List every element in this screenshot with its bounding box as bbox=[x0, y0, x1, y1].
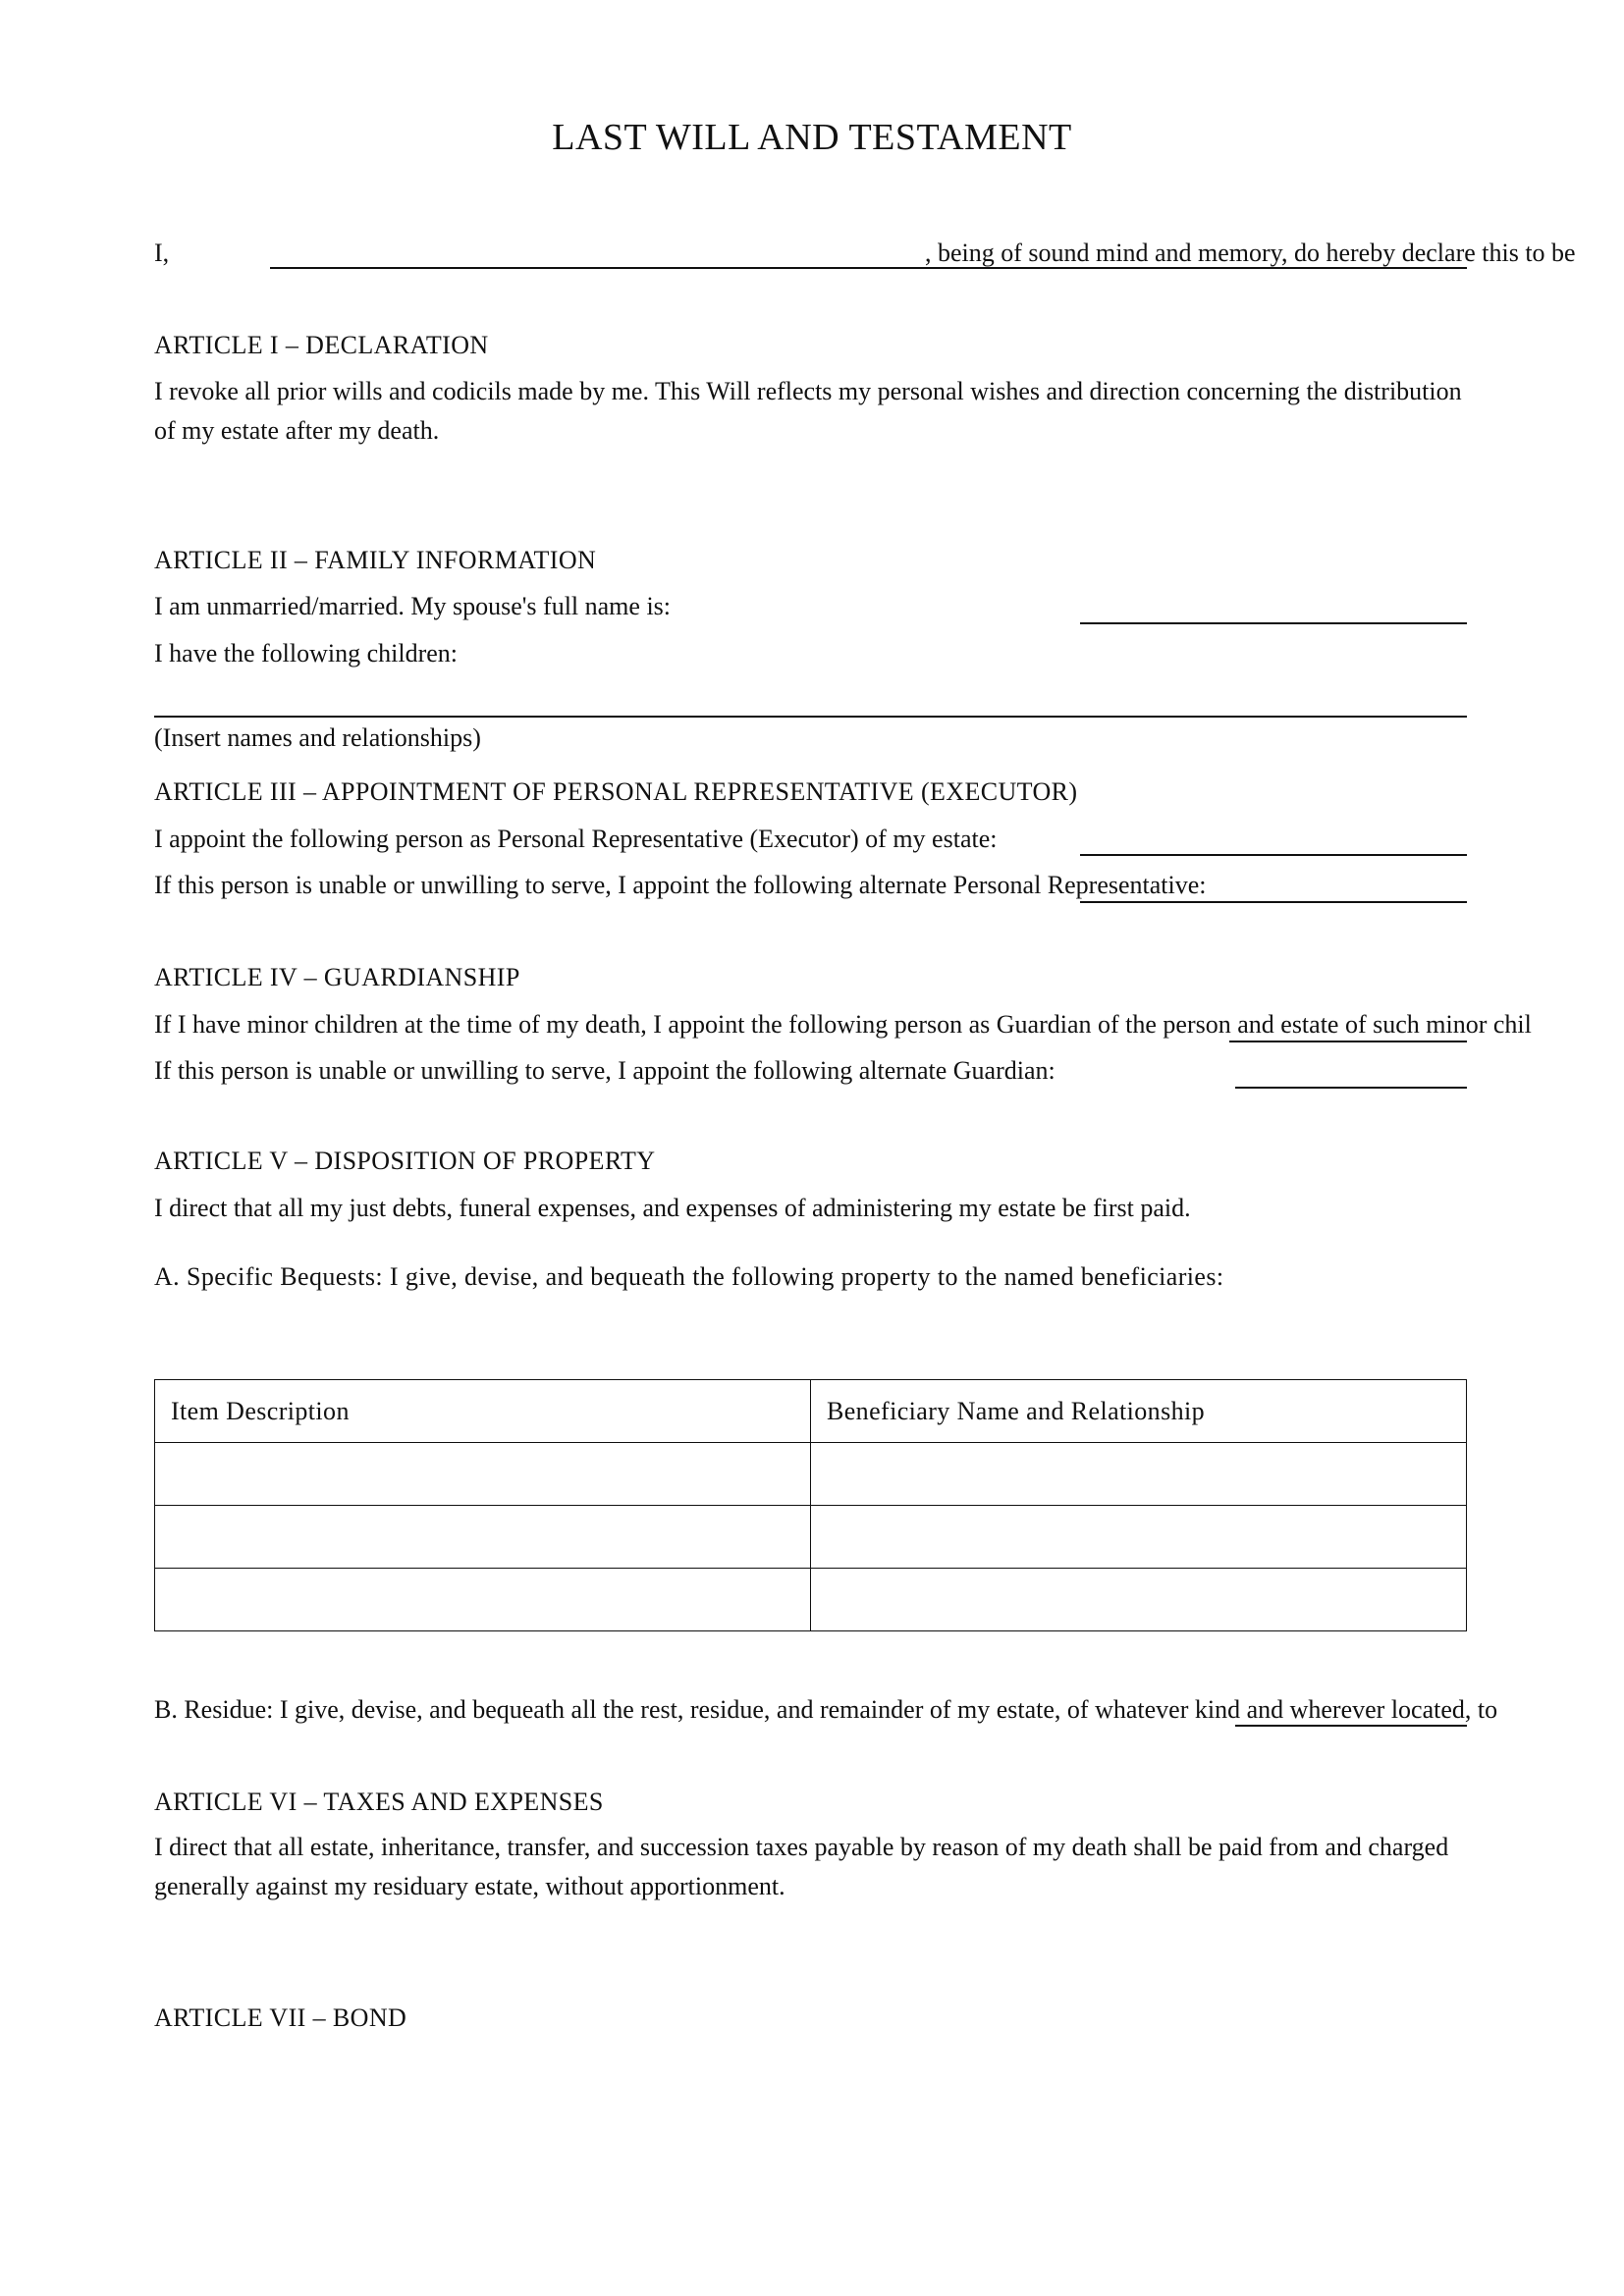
item-description-cell[interactable] bbox=[155, 1569, 811, 1631]
alternate-guardian-field[interactable] bbox=[1235, 1087, 1467, 1089]
executor-name-field[interactable] bbox=[1080, 854, 1467, 856]
beneficiary-cell[interactable] bbox=[811, 1443, 1467, 1506]
residue-beneficiary-field[interactable] bbox=[1235, 1725, 1467, 1727]
beneficiary-cell[interactable] bbox=[811, 1506, 1467, 1569]
column-header-beneficiary: Beneficiary Name and Relationship bbox=[811, 1380, 1467, 1443]
executor-label: I appoint the following person as Personal Representative (Executor) of my estate: bbox=[154, 825, 998, 853]
item-description-cell[interactable] bbox=[155, 1506, 811, 1569]
article-6-heading: ARTICLE VI – TAXES AND EXPENSES bbox=[154, 1788, 604, 1816]
alternate-executor-label: If this person is unable or unwilling to serve, I appoint the following alternate Personal Representative: bbox=[154, 871, 1207, 899]
bequests-table bbox=[154, 1379, 1467, 1631]
specific-bequests-label: A. Specific Bequests: I give, devise, and bequeath the following property to the named beneficiaries: bbox=[154, 1262, 1224, 1291]
article-1-body: I revoke all prior wills and codicils made by me. This Will reflects my personal wishes and direction concerning the distribution of my estate after my death. bbox=[154, 377, 1462, 445]
table-row bbox=[155, 1506, 1467, 1569]
table-row bbox=[155, 1443, 1467, 1506]
document-title: LAST WILL AND TESTAMENT bbox=[552, 117, 1072, 158]
children-label: I have the following children: bbox=[154, 639, 459, 667]
article-3-heading: ARTICLE III – APPOINTMENT OF PERSONAL REPRESENTATIVE (EXECUTOR) bbox=[154, 777, 1078, 806]
article-4-heading: ARTICLE IV – GUARDIANSHIP bbox=[154, 963, 520, 991]
column-header-item: Item Description bbox=[155, 1380, 811, 1443]
alternate-guardian-label: If this person is unable or unwilling to serve, I appoint the following alternate Guardian: bbox=[154, 1056, 1056, 1085]
guardian-label: If I have minor children at the time of my death, I appoint the following person as Guardian of the person and estate of such minor chil bbox=[154, 1010, 1532, 1039]
article-2-heading: ARTICLE II – FAMILY INFORMATION bbox=[154, 546, 597, 574]
guardian-name-field[interactable] bbox=[1229, 1041, 1467, 1042]
spouse-label: I am unmarried/married. My spouse's full name is: bbox=[154, 592, 672, 620]
table-header-row bbox=[155, 1380, 1467, 1443]
residue-statement: B. Residue: I give, devise, and bequeath all the rest, residue, and remainder of my estate, of whatever kind and wherever located, to bbox=[154, 1695, 1498, 1724]
article-6-body: I direct that all estate, inheritance, transfer, and succession taxes payable by reason of my death shall be paid from and charged generally against my residuary estate, without apportionment. bbox=[154, 1833, 1449, 1900]
debts-statement: I direct that all my just debts, funeral expenses, and expenses of administering my estate be first paid. bbox=[154, 1194, 1191, 1222]
table-row bbox=[155, 1569, 1467, 1631]
children-note: (Insert names and relationships) bbox=[154, 723, 481, 752]
children-names-field[interactable] bbox=[154, 716, 1467, 718]
article-1-heading: ARTICLE I – DECLARATION bbox=[154, 331, 489, 359]
intro-prefix: I, bbox=[154, 239, 170, 267]
alternate-executor-field[interactable] bbox=[1080, 901, 1467, 903]
beneficiary-cell[interactable] bbox=[811, 1569, 1467, 1631]
article-5-heading: ARTICLE V – DISPOSITION OF PROPERTY bbox=[154, 1147, 656, 1175]
article-7-heading: ARTICLE VII – BOND bbox=[154, 2003, 407, 2032]
item-description-cell[interactable] bbox=[155, 1443, 811, 1506]
spouse-name-field[interactable] bbox=[1080, 622, 1467, 624]
intro-suffix: , being of sound mind and memory, do hereby declare this to be bbox=[925, 239, 1576, 267]
